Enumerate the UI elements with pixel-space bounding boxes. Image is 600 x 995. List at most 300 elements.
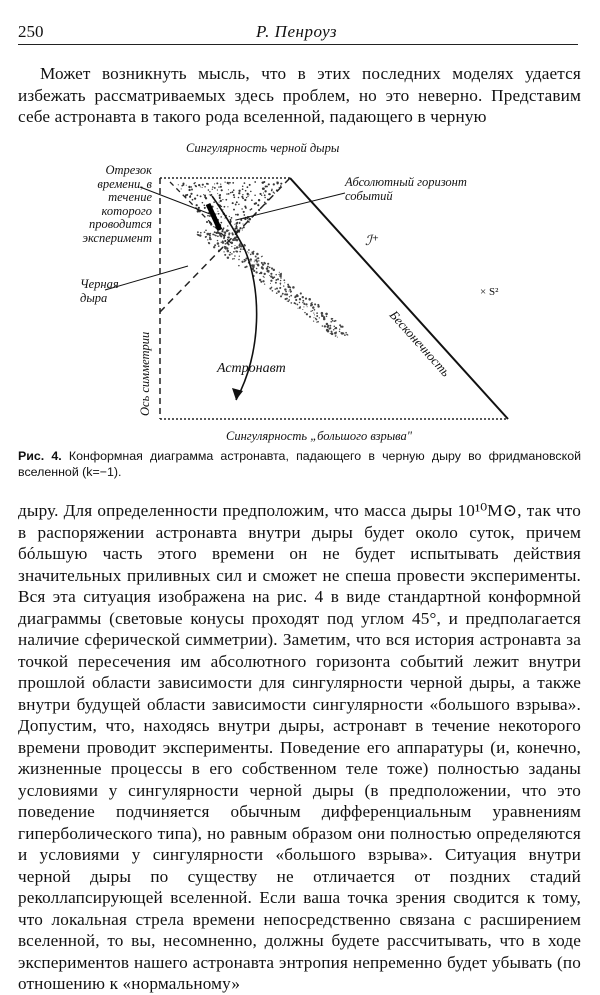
stipple-dot: [287, 285, 290, 288]
stipple-dot: [306, 313, 308, 315]
stipple-dot: [339, 324, 341, 326]
stipple-dot: [297, 304, 299, 306]
stipple-dot: [327, 326, 329, 328]
stipple-dot: [207, 215, 209, 217]
stipple-dot: [250, 258, 252, 260]
stipple-dot: [263, 276, 264, 277]
stipple-dot: [296, 296, 298, 298]
stipple-dot: [214, 183, 215, 184]
stipple-dot: [223, 238, 225, 240]
stipple-dot: [251, 208, 253, 210]
stipple-dot: [222, 209, 223, 210]
page-header: [18, 22, 578, 45]
label-event-horizon: Абсолютный горизонт событий: [345, 175, 467, 203]
stipple-dot: [216, 182, 218, 184]
label-scri-plus: ℐ⁺: [365, 234, 379, 249]
stipple-dot: [217, 189, 218, 190]
stipple-dot: [284, 288, 286, 290]
stipple-dot: [255, 256, 257, 258]
stipple-dot: [191, 189, 193, 191]
stipple-dot: [280, 283, 282, 285]
stipple-dot: [325, 313, 328, 316]
stipple-dot: [241, 261, 243, 263]
stipple-dot: [225, 182, 226, 183]
stipple-dot: [263, 192, 264, 193]
stipple-dot: [280, 183, 282, 185]
stipple-dot: [252, 253, 254, 255]
stipple-dot: [188, 186, 190, 188]
stipple-dot: [287, 284, 289, 286]
page-number: 250: [18, 22, 44, 41]
stipple-dot: [331, 331, 333, 333]
stipple-dot: [295, 299, 297, 301]
stipple-dot: [334, 325, 336, 327]
stipple-dot: [275, 274, 277, 276]
stipple-dot: [208, 189, 210, 191]
stipple-dot: [259, 279, 261, 281]
stipple-dot: [252, 265, 254, 267]
stipple-dot: [230, 252, 231, 253]
stipple-dot: [303, 303, 305, 305]
stipple-dot: [313, 313, 314, 314]
stipple-dot: [238, 197, 240, 199]
stipple-dot: [235, 214, 237, 216]
stipple-dot: [247, 196, 248, 197]
stipple-dot: [230, 192, 232, 194]
stipple-dot: [238, 259, 240, 261]
stipple-dot: [202, 202, 204, 204]
stipple-dot: [276, 287, 278, 289]
stipple-dot: [309, 316, 311, 318]
stipple-dot: [286, 298, 288, 300]
stipple-dot: [302, 296, 304, 298]
stipple-dot: [239, 222, 240, 223]
stipple-dot: [280, 280, 281, 281]
stipple-dot: [248, 218, 250, 220]
stipple-dot: [244, 245, 246, 247]
stipple-dot: [223, 251, 224, 252]
stipple-dot: [327, 330, 330, 333]
stipple-dot: [221, 189, 223, 191]
stipple-dot: [229, 216, 230, 217]
stipple-dot: [270, 280, 272, 282]
stipple-dot: [220, 186, 222, 188]
stipple-dot: [294, 302, 296, 304]
stipple-dot: [334, 332, 337, 335]
stipple-dot: [196, 204, 198, 206]
stipple-dot: [223, 227, 225, 229]
stipple-dot: [221, 230, 223, 232]
stipple-dot: [326, 316, 328, 318]
stipple-dot: [289, 296, 290, 297]
stipple-dot: [310, 311, 311, 312]
stipple-dot: [217, 235, 219, 237]
stipple-dot: [194, 197, 196, 199]
stipple-dot: [275, 288, 276, 289]
stipple-dot: [192, 199, 194, 201]
stipple-dot: [208, 242, 209, 243]
stipple-dot: [227, 206, 228, 207]
stipple-dot: [290, 291, 292, 293]
stipple-dot: [340, 332, 342, 334]
stipple-dot: [220, 216, 222, 218]
stipple-dot: [299, 298, 301, 300]
stipple-dot: [258, 209, 260, 211]
stipple-dot: [218, 186, 219, 187]
stipple-dot: [225, 243, 227, 245]
stipple-dot: [204, 205, 206, 207]
stipple-dot: [214, 244, 216, 246]
stipple-dot: [258, 199, 260, 201]
stipple-dot: [264, 190, 266, 192]
stipple-dot: [242, 188, 244, 190]
stipple-dot: [244, 182, 246, 184]
stipple-dot: [321, 314, 322, 315]
stipple-dot: [292, 286, 295, 289]
stipple-dot: [282, 295, 283, 296]
stipple-dot: [304, 312, 305, 313]
stipple-dot: [224, 206, 226, 208]
stipple-dot: [334, 320, 336, 322]
stipple-dot: [317, 305, 319, 307]
stipple-dot: [246, 266, 248, 268]
stipple-dot: [230, 219, 232, 221]
stipple-dot: [206, 221, 208, 223]
stipple-dot: [321, 312, 324, 315]
stipple-dot: [242, 223, 243, 224]
stipple-dot: [255, 202, 257, 204]
stipple-dot: [290, 289, 291, 290]
stipple-dot: [280, 277, 282, 279]
stipple-dot: [238, 190, 240, 192]
stipple-dot: [302, 300, 304, 302]
stipple-dot: [261, 195, 262, 196]
caption-text: Конформная диаграмма астронавта, падающего в черную дыру во фридмановской вселенной (k=−1).: [18, 449, 582, 479]
stipple-dot: [280, 295, 282, 297]
stipple-dot: [303, 306, 304, 307]
stipple-dot: [241, 208, 242, 209]
stipple-dot: [249, 194, 250, 195]
stipple-dot: [305, 303, 307, 305]
stipple-dot: [218, 213, 219, 214]
stipple-dot: [269, 275, 270, 276]
stipple-dot: [339, 329, 340, 330]
stipple-dot: [334, 328, 335, 329]
stipple-dot: [270, 283, 271, 284]
stipple-dot: [256, 258, 257, 259]
stipple-dot: [277, 278, 279, 280]
stipple-dot: [229, 182, 231, 184]
stipple-dot: [227, 256, 229, 258]
stipple-dot: [315, 318, 316, 319]
stipple-dot: [231, 253, 233, 255]
stipple-dot: [249, 184, 251, 186]
stipple-dot: [234, 255, 236, 257]
stipple-dot: [239, 256, 240, 257]
stipple-dot: [198, 184, 200, 186]
stipple-dot: [255, 271, 257, 273]
stipple-dot: [272, 290, 274, 292]
stipple-dot: [262, 182, 263, 183]
stipple-dot: [239, 227, 241, 229]
stipple-dot: [238, 204, 239, 205]
stipple-dot: [197, 231, 199, 233]
stipple-dot: [257, 263, 259, 265]
stipple-dot: [280, 284, 281, 285]
stipple-dot: [275, 279, 277, 281]
stipple-dot: [243, 214, 245, 216]
stipple-dot: [266, 267, 269, 270]
stipple-dot: [232, 258, 233, 259]
stipple-dot: [275, 282, 277, 284]
stipple-dot: [205, 197, 207, 199]
stipple-dot: [227, 237, 229, 239]
stipple-dot: [242, 197, 244, 199]
stipple-dot: [329, 325, 331, 327]
stipple-dot: [209, 234, 211, 236]
stipple-dot: [224, 247, 226, 249]
stipple-dot: [213, 226, 214, 227]
stipple-dot: [220, 183, 221, 184]
stipple-dot: [212, 186, 213, 187]
stipple-dot: [242, 186, 244, 188]
stipple-dot: [324, 325, 326, 327]
stipple-dot: [258, 260, 259, 261]
stipple-dot: [204, 186, 206, 188]
stipple-dot: [255, 259, 257, 261]
label-astronaut: Астронавт: [217, 361, 286, 376]
stipple-dot: [238, 265, 240, 267]
stipple-dot: [207, 183, 209, 185]
label-time-segment: Отрезок времени, в течение которого проводится эксперимент: [82, 163, 152, 245]
stipple-dot: [186, 185, 187, 186]
stipple-dot: [283, 279, 285, 281]
stipple-dot: [271, 287, 272, 288]
stipple-dot: [244, 199, 246, 201]
stipple-dot: [178, 184, 179, 185]
stipple-dot: [250, 191, 252, 193]
stipple-dot: [235, 250, 237, 252]
stipple-dot: [198, 207, 200, 209]
stipple-dot: [228, 244, 230, 246]
dependence-region-shading-lower: [197, 229, 349, 337]
stipple-dot: [271, 190, 273, 192]
stipple-dot: [261, 256, 262, 257]
stipple-dot: [257, 204, 259, 206]
stipple-dot: [317, 321, 319, 323]
stipple-dot: [281, 273, 282, 274]
stipple-dot: [227, 250, 230, 253]
stipple-dot: [248, 249, 250, 251]
stipple-dot: [233, 209, 235, 211]
stipple-dot: [327, 325, 329, 327]
stipple-dot: [194, 182, 195, 183]
stipple-dot: [264, 201, 266, 203]
conformal-diagram-figure: [0, 138, 600, 448]
stipple-dot: [267, 266, 269, 268]
stipple-dot: [209, 194, 210, 195]
stipple-dot: [225, 199, 227, 201]
stipple-dot: [272, 277, 274, 279]
stipple-dot: [217, 193, 218, 194]
stipple-dot: [278, 274, 279, 275]
stipple-dot: [214, 187, 216, 189]
stipple-dot: [302, 309, 303, 310]
stipple-dot: [248, 252, 249, 253]
stipple-dot: [246, 197, 247, 198]
stipple-dot: [285, 291, 287, 293]
stipple-dot: [256, 253, 259, 256]
stipple-dot: [335, 335, 336, 336]
stipple-dot: [244, 259, 246, 261]
stipple-dot: [319, 317, 320, 318]
stipple-dot: [330, 333, 331, 334]
stipple-dot: [236, 201, 238, 203]
stipple-dot: [288, 301, 290, 303]
stipple-dot: [316, 315, 318, 317]
stipple-dot: [220, 222, 222, 224]
stipple-dot: [232, 191, 234, 193]
stipple-dot: [217, 242, 220, 245]
stipple-dot: [313, 320, 314, 321]
experiment-segment: [208, 204, 220, 230]
stipple-dot: [279, 275, 282, 278]
stipple-dot: [283, 285, 284, 286]
stipple-dot: [273, 191, 274, 192]
label-bh-singularity: Сингулярность черной дыры: [186, 141, 340, 155]
stipple-dot: [204, 231, 206, 233]
stipple-dot: [234, 237, 236, 239]
stipple-dot: [199, 234, 201, 236]
stipple-dot: [247, 193, 249, 195]
stipple-dot: [195, 185, 197, 187]
stipple-dot: [287, 301, 288, 302]
stipple-dot: [310, 304, 312, 306]
stipple-dot: [222, 199, 223, 200]
label-symmetry-axis: Ось симметрии: [138, 331, 152, 416]
stipple-dot: [210, 194, 212, 196]
stipple-dot: [233, 258, 234, 259]
stipple-dot: [259, 193, 261, 195]
stipple-dot: [238, 192, 240, 194]
stipple-dot: [240, 248, 242, 250]
stipple-dot: [263, 181, 265, 183]
stipple-dot: [243, 211, 245, 213]
stipple-dot: [202, 184, 204, 186]
stipple-dot: [254, 195, 256, 197]
stipple-dot: [237, 214, 239, 216]
stipple-dot: [227, 182, 229, 184]
stipple-dot: [273, 183, 275, 185]
stipple-dot: [219, 194, 221, 196]
stipple-dot: [329, 327, 331, 329]
stipple-dot: [254, 261, 255, 262]
stipple-dot: [261, 266, 264, 269]
stipple-dot: [231, 242, 234, 245]
stipple-dot: [269, 267, 271, 269]
stipple-dot: [197, 195, 199, 197]
stipple-dot: [305, 298, 307, 300]
stipple-dot: [218, 245, 220, 247]
stipple-dot: [260, 272, 263, 275]
stipple-dot: [314, 309, 316, 311]
label-black-hole: Черная дыра: [80, 277, 119, 305]
stipple-dot: [299, 302, 300, 303]
stipple-dot: [331, 318, 333, 320]
stipple-dot: [209, 238, 211, 240]
label-big-bang: Сингулярность „большого взрыва": [226, 429, 413, 443]
stipple-dot: [220, 200, 222, 202]
stipple-dot: [256, 264, 257, 265]
stipple-dot: [277, 290, 279, 292]
stipple-dot: [270, 273, 272, 275]
stipple-dot: [332, 320, 334, 322]
caption-number: Рис. 4.: [18, 449, 62, 463]
stipple-dot: [226, 193, 228, 195]
stipple-dot: [330, 321, 332, 323]
stipple-dot: [250, 254, 252, 256]
stipple-dot: [239, 251, 241, 253]
stipple-dot: [228, 189, 229, 190]
stipple-dot: [183, 184, 184, 185]
stipple-dot: [197, 234, 198, 235]
stipple-dot: [236, 246, 239, 249]
stipple-dot: [233, 194, 235, 196]
stipple-dot: [191, 186, 192, 187]
stipple-dot: [314, 303, 316, 305]
event-horizon-line: [160, 178, 290, 312]
stipple-dot: [314, 314, 315, 315]
scri-plus-line: [290, 175, 508, 419]
stipple-dot: [310, 303, 312, 305]
stipple-dot: [205, 229, 207, 231]
stipple-dot: [244, 205, 246, 207]
stipple-dot: [345, 332, 347, 334]
stipple-dot: [339, 331, 341, 333]
stipple-dot: [290, 302, 292, 304]
stipple-dot: [298, 308, 299, 309]
stipple-dot: [264, 197, 266, 199]
stipple-dot: [263, 188, 265, 190]
stipple-dot: [214, 231, 216, 233]
stipple-dot: [264, 194, 266, 196]
stipple-dot: [307, 306, 308, 307]
stipple-dot: [228, 232, 230, 234]
stipple-dot: [217, 232, 219, 234]
stipple-dot: [235, 226, 237, 228]
stipple-dot: [264, 262, 266, 264]
stipple-dot: [235, 204, 237, 206]
stipple-dot: [290, 295, 292, 297]
stipple-dot: [231, 217, 233, 219]
stipple-dot: [322, 325, 324, 327]
stipple-dot: [190, 193, 192, 195]
stipple-dot: [204, 207, 206, 209]
stipple-dot: [188, 189, 190, 191]
stipple-dot: [219, 197, 221, 199]
stipple-dot: [224, 254, 226, 256]
stipple-dot: [308, 298, 311, 301]
main-paragraph: дыру. Для определенности предположим, что масса дыры 10¹⁰M⊙, так что в распоряжении астронавта внутри дыры будет около суток, причем бóльшую часть этого времени он не будет испытывать действия значительных приливных сил и сможет не спеша провести эксперименты. Вся эта ситуация изображена на рис. 4 в виде стандартной конформной диаграммы (световые конусы проходят под углом 45°, и предполагается наличие сферической симметрии). Заметим, что вся история астронавта за точкой пересечения им абсолютного горизонта событий лежит внутри прошлой области зависимости для сингулярности черной дыры, а также внутри будущей области зависимости сингулярности «большого взрыва». Допустим, что, находясь внутри дыры, астронавт в течение некоторого времени проводит эксперименты. Поведение его аппаратуры (и, конечно, жизненные процессы в его собственном теле тоже) полностью заданы условиями у сингулярности черной дыры (в предположении, что это поведение подчиняется обычным дифференциальным уравнениям гиперболического типа), но равным образом они полностью определяются и условиями у сингулярности «большого взрыва». Ситуация внутри черной дыры по существу не отличается от поздних стадий реколлапсирующей вселенной. Если ваша точка зрения сводится к тому, что локальная стрела времени непосредственно связана с расширением вселенной, то вы, несомненно, должны будете рассчитывать, что в ходе экспериментов нашего астронавта энтропия непременно будет убывать (по отношению к «нормальному»: [18, 501, 581, 993]
stipple-dot: [212, 189, 213, 190]
stipple-dot: [243, 226, 245, 228]
stipple-dot: [260, 281, 262, 283]
stipple-dot: [217, 208, 218, 209]
stipple-dot: [279, 272, 280, 273]
stipple-dot: [261, 262, 263, 264]
stipple-dot: [224, 218, 225, 219]
stipple-dot: [217, 211, 218, 212]
